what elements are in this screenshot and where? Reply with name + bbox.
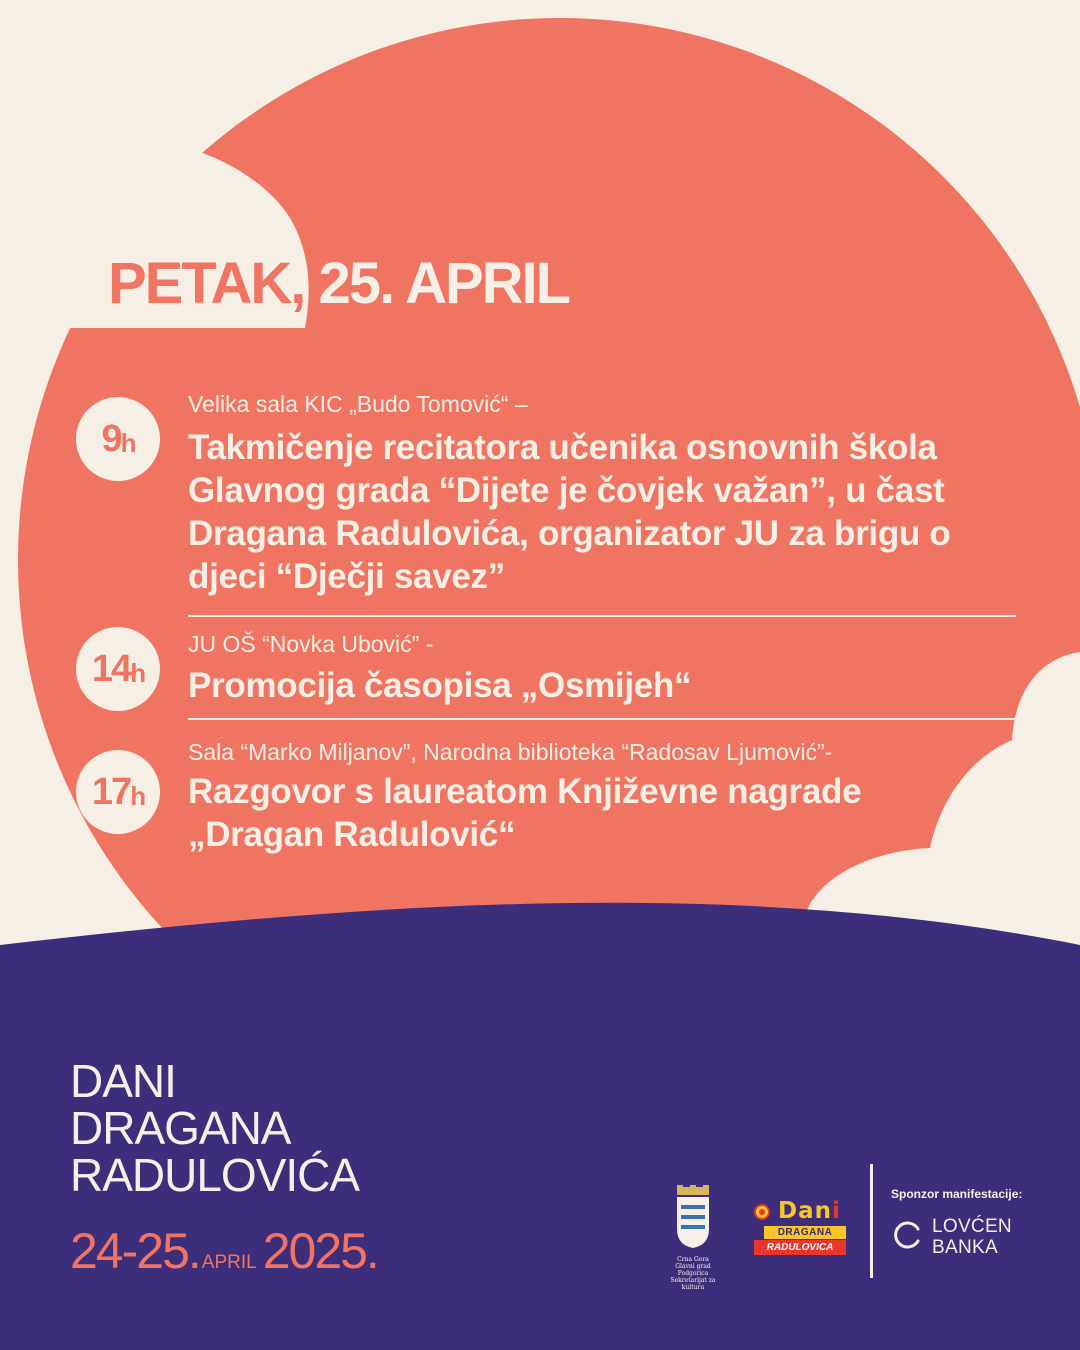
- festival-name-line1: DANI: [70, 1055, 176, 1107]
- time-badge-number: 14: [91, 647, 131, 690]
- time-badge-14h: [76, 627, 160, 711]
- event-item: [188, 630, 1018, 707]
- city-logo: [662, 1185, 724, 1291]
- event-description: Promocija časopisa „Osmijeh“: [188, 666, 692, 705]
- day-title-date: 25. APRIL: [304, 251, 570, 316]
- time-badge-number: 9: [101, 417, 121, 460]
- city-caption-line2: Glavni grad Podgorica: [675, 1263, 711, 1277]
- festival-name-line3: RADULOVIĆA: [70, 1149, 360, 1201]
- festival-name-line2: DRAGANA: [70, 1102, 291, 1154]
- event-description: Takmičenje recitatora učenika osnovnih škola Glavnog grada “Dijete je čovjek važan”, u čast Dragana Radulovića, organizator JU za brigu o djeci “Dječji savez”: [188, 428, 951, 596]
- time-badge-number: 17: [91, 770, 131, 813]
- dani-logo-word: [778, 1198, 841, 1224]
- city-caption-line1: Crna Gora: [677, 1256, 709, 1263]
- dani-festival-logo: [750, 1198, 856, 1258]
- event-item: [188, 390, 1018, 598]
- crest-icon: [673, 1185, 713, 1249]
- day-title: [108, 250, 569, 317]
- city-caption: [662, 1256, 724, 1291]
- event-item: [188, 738, 1018, 856]
- festival-name: [70, 1055, 360, 1201]
- festival-days: 24-25.: [70, 1223, 200, 1279]
- time-badge-suffix: h: [130, 657, 145, 688]
- city-caption-line3: Sekretarijat za kulturu: [670, 1277, 716, 1291]
- time-badge-suffix: h: [130, 780, 145, 811]
- sponsor-label: Sponzor manifestacije:: [891, 1187, 1023, 1201]
- day-title-weekday: PETAK,: [108, 251, 305, 316]
- dani-logo-dragana: DRAGANA: [764, 1226, 846, 1239]
- dani-logo-radulovica: RADULOVICA: [754, 1240, 846, 1255]
- event-venue: Sala “Marko Miljanov”, Narodna biblioteka “Radosav Ljumović”-: [188, 739, 833, 765]
- dani-logo-word-i: i: [832, 1198, 841, 1224]
- event-divider: [188, 718, 1016, 720]
- time-badge-9h: [76, 397, 160, 481]
- festival-year: 2025.: [262, 1223, 378, 1279]
- bank-name: [932, 1216, 1012, 1258]
- lovcen-banka-logo: [892, 1216, 1022, 1260]
- event-venue: Velika sala KIC „Budo Tomović“ –: [188, 391, 528, 417]
- event-divider: [188, 615, 1016, 617]
- bank-name-line2: BANKA: [932, 1237, 998, 1258]
- dani-logo-word-main: Dan: [778, 1198, 832, 1224]
- sun-icon: [750, 1200, 774, 1224]
- event-description: Razgovor s laureatom Književne nagrade „Dragan Radulović“: [188, 772, 862, 854]
- logo-separator: [870, 1164, 873, 1278]
- time-badge-suffix: h: [120, 427, 135, 458]
- bank-ring-icon: [892, 1220, 922, 1250]
- festival-month: APRIL: [201, 1252, 257, 1273]
- bank-name-line1: LOVĆEN: [932, 1216, 1012, 1237]
- time-badge-17h: [76, 750, 160, 834]
- festival-dates: [70, 1222, 378, 1280]
- event-venue: JU OŠ “Novka Ubović” -: [188, 631, 434, 657]
